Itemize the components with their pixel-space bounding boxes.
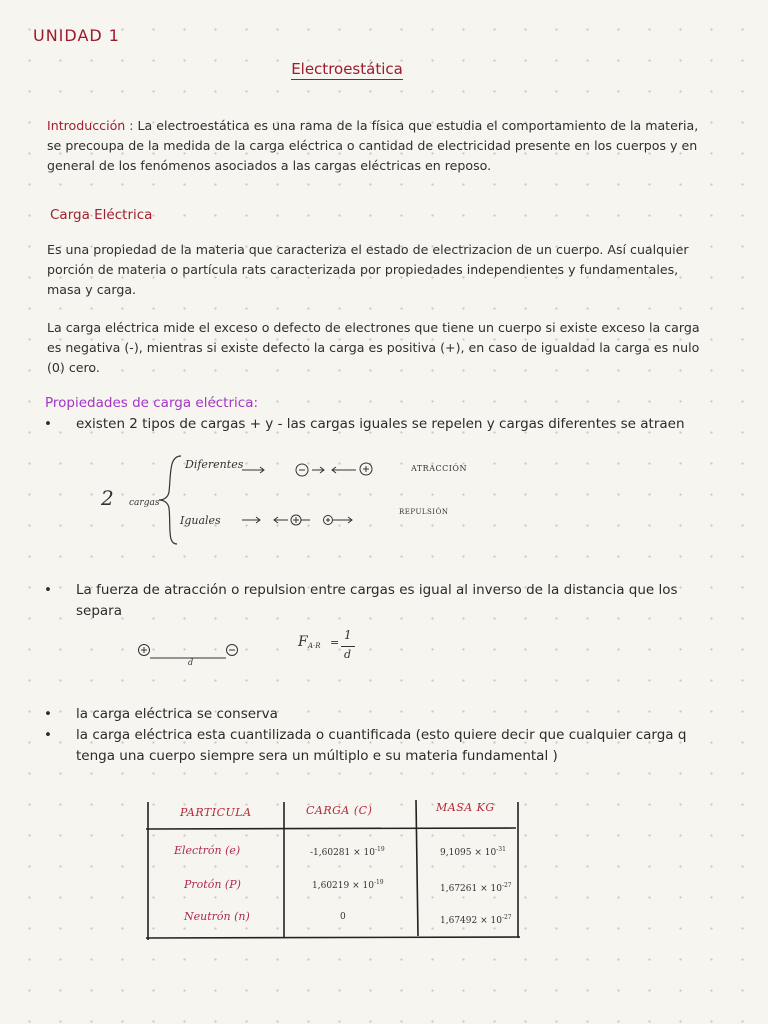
- charge-exponent: -19: [374, 846, 385, 853]
- particle-charge: [310, 846, 385, 858]
- repulsion-arrows: [240, 510, 370, 530]
- distance-label: d: [188, 658, 194, 667]
- table-header-particula: PARTICULA: [180, 806, 252, 819]
- charge-exponent: -19: [373, 879, 384, 886]
- bullet-dot: •: [44, 416, 52, 432]
- particle-charge: [340, 910, 346, 922]
- bullet-item-1: [44, 414, 706, 435]
- label-diferentes: Diferentes: [185, 458, 244, 471]
- carga-paragraph-2: La carga eléctrica mide el exceso o defecto de electrones que tiene un cuerpo si existe exceso la carga es negativa (-), mientras si existe defecto la carga es positiva (+), en caso de igualdad la carga es nulo (0) cero.: [47, 320, 700, 375]
- charge-types-diagram: [95, 452, 515, 552]
- bullet-item-3: [44, 704, 696, 725]
- label-iguales: Iguales: [180, 514, 221, 527]
- particle-charge: [312, 879, 384, 891]
- intro-text: La electroestática es una rama de la física que estudia el comportamiento de la materia, se precoupa de la medida de la carga eléctrica o cantidad de electricidad presente en los cuerpos y en general de los fenómenos asociados a las cargas eléctricas en reposo.: [47, 118, 699, 173]
- bullet-text: la carga eléctrica se conserva: [76, 706, 278, 722]
- bullet-dot: •: [44, 582, 52, 598]
- formula-equals: =: [330, 636, 340, 649]
- formula-f: F: [298, 634, 308, 650]
- brace-icon: [155, 452, 185, 548]
- mass-exponent: -27: [501, 882, 512, 889]
- particle-name: Neutrón (n): [184, 910, 250, 923]
- bullet-text: La fuerza de atracción o repulsion entre cargas es igual al inverso de la distancia que los separa: [76, 582, 678, 619]
- table-header-masa: MASA KG: [436, 801, 495, 814]
- mass-mantissa: 1,67492 × 10: [440, 916, 502, 926]
- attraction-arrows: [240, 458, 380, 478]
- mass-exponent: -27: [501, 914, 512, 921]
- bullet-text: existen 2 tipos de cargas + y - las cargas iguales se repelen y cargas diferentes se atraen: [76, 416, 685, 432]
- page-title-text: Electroestática: [291, 60, 403, 78]
- label-repulsion: REPULSIÓN: [399, 508, 449, 516]
- particle-mass: [440, 846, 506, 858]
- mass-exponent: -31: [496, 846, 506, 853]
- carga-paragraph-1: Es una propiedad de la materia que caracteriza el estado de electrizacion de un cuerpo. Así cualquier porción de materia o partícula rats caracterizada por propiedades independientes y fundamentales, masa y carga.: [47, 242, 689, 297]
- charges-distance-line: [132, 628, 252, 674]
- formula-denominator: d: [344, 648, 352, 661]
- bullet-text: la carga eléctrica esta cuantilizada o cuantificada (esto quiere decir que cualquier carga q tenga una cuerpo siempre sera un múltiplo e su materia fundamental ): [76, 727, 687, 764]
- unit-heading: UNIDAD 1: [33, 26, 120, 45]
- formula-numerator: 1: [344, 628, 352, 642]
- intro-paragraph: [47, 116, 712, 176]
- bullet-dot: •: [44, 706, 52, 722]
- bullet-item-2: [44, 580, 716, 622]
- label-atraccion: ATRACCIÓN: [411, 464, 467, 473]
- table-header-carga: CARGA (C): [306, 804, 373, 817]
- mass-mantissa: 1,67261 × 10: [440, 884, 502, 894]
- particles-table: [140, 796, 528, 944]
- diagram-number: 2: [101, 486, 114, 510]
- formula-sub: A·R: [308, 642, 321, 650]
- particle-name: Electrón (e): [174, 844, 241, 857]
- mass-mantissa: 9,1095 × 10: [440, 848, 497, 858]
- particle-mass: [440, 914, 512, 926]
- section-heading-carga: Carga Eléctrica: [50, 207, 153, 223]
- charge-mantissa: 1,60219 × 10: [312, 881, 374, 891]
- page-title: [0, 60, 694, 78]
- bullet-item-4: [44, 725, 696, 767]
- section-heading-propiedades: Propiedades de carga eléctrica:: [45, 395, 259, 411]
- intro-label: Introducción :: [47, 118, 134, 133]
- particle-name: Protón (P): [184, 878, 241, 891]
- particle-mass: [440, 882, 512, 894]
- bullet-dot: •: [44, 727, 52, 743]
- charge-mantissa: -1,60281 × 10: [310, 848, 375, 858]
- distance-diagram: [132, 628, 372, 674]
- diagram-word-cargas: cargas: [129, 498, 160, 508]
- charge-mantissa: 0: [340, 912, 346, 922]
